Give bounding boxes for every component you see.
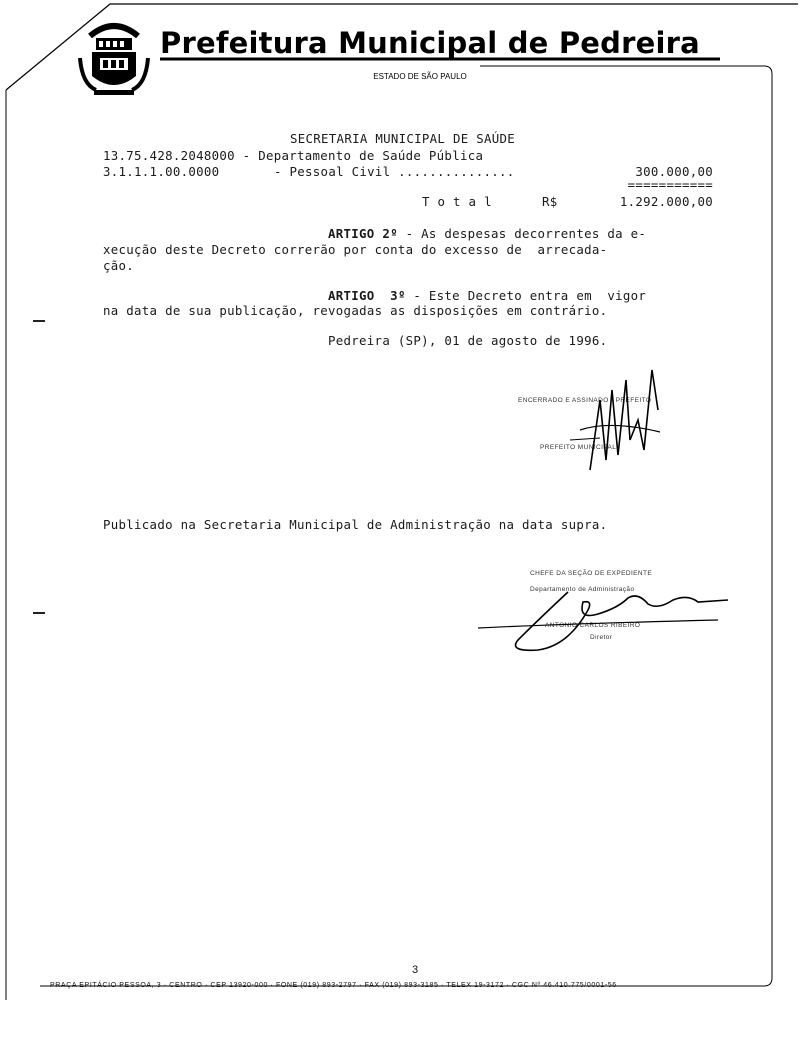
- state-subtitle: ESTADO DE SÃO PAULO: [373, 72, 467, 81]
- page-number: 3: [411, 964, 419, 976]
- article-2-first-line: [328, 226, 646, 241]
- footer-address: PRAÇA EPITÁCIO PESSOA, 3 · CENTRO · CEP 13920-000 · FONE (019) 893-2797 · FAX (019) 893-3185 · TELEX 19-3172 · CGC Nº 46.410.775/0001-56: [50, 982, 617, 989]
- signature-1-role: PREFEITO MUNICIPAL: [540, 444, 617, 451]
- signature-2-department: Departamento de Administração: [530, 586, 635, 593]
- article-2-text-3: ção.: [103, 258, 135, 273]
- budget-line-code: 3.1.1.1.00.0000: [103, 164, 220, 179]
- budget-line-value: 300.000,00: [635, 164, 713, 179]
- total-label: T o t a l: [422, 194, 492, 209]
- budget-line-desc: - Pessoal Civil ...............: [274, 164, 515, 179]
- total-value: 1.292.000,00: [619, 194, 713, 209]
- signature-2-name: ANTONIO CARLOS RIBEIRO: [545, 622, 641, 629]
- article-2-text-2: xecução deste Decreto correrão por conta do excesso de arrecada-: [103, 242, 608, 257]
- signature-2-role: Diretor: [590, 634, 613, 641]
- article-2-label: ARTIGO 2º: [328, 226, 398, 241]
- publication-note: Publicado na Secretaria Municipal de Administração na data supra.: [103, 517, 608, 532]
- page-title: Prefeitura Municipal de Pedreira: [160, 26, 700, 60]
- article-3-text-2: na data de sua publicação, revogadas as disposições em contrário.: [103, 303, 608, 318]
- article-3-first-line: [328, 288, 646, 303]
- budget-heading: SECRETARIA MUNICIPAL DE SAÚDE: [290, 131, 516, 146]
- coat-of-arms-icon: [76, 14, 152, 104]
- budget-line-department: 13.75.428.2048000 - Departamento de Saúde Pública: [103, 148, 484, 163]
- administration-signature: [478, 580, 738, 660]
- article-3-text-1: - Este Decreto entra em vigor: [405, 288, 647, 303]
- signature-1-title: ENCERRADO E ASSINADO - PREFEITO: [518, 397, 652, 404]
- article-3-label: ARTIGO 3º: [328, 288, 406, 303]
- total-rule: ===========: [627, 177, 713, 192]
- total-currency: R$: [542, 194, 558, 209]
- margin-mark: [33, 320, 45, 322]
- mayor-signature: [560, 360, 670, 480]
- article-2-text-1: - As despesas decorrentes da e-: [397, 226, 647, 241]
- margin-mark: [33, 612, 45, 614]
- date-line: Pedreira (SP), 01 de agosto de 1996.: [328, 333, 608, 348]
- signature-2-title: CHEFE DA SEÇÃO DE EXPEDIENTE: [530, 570, 653, 577]
